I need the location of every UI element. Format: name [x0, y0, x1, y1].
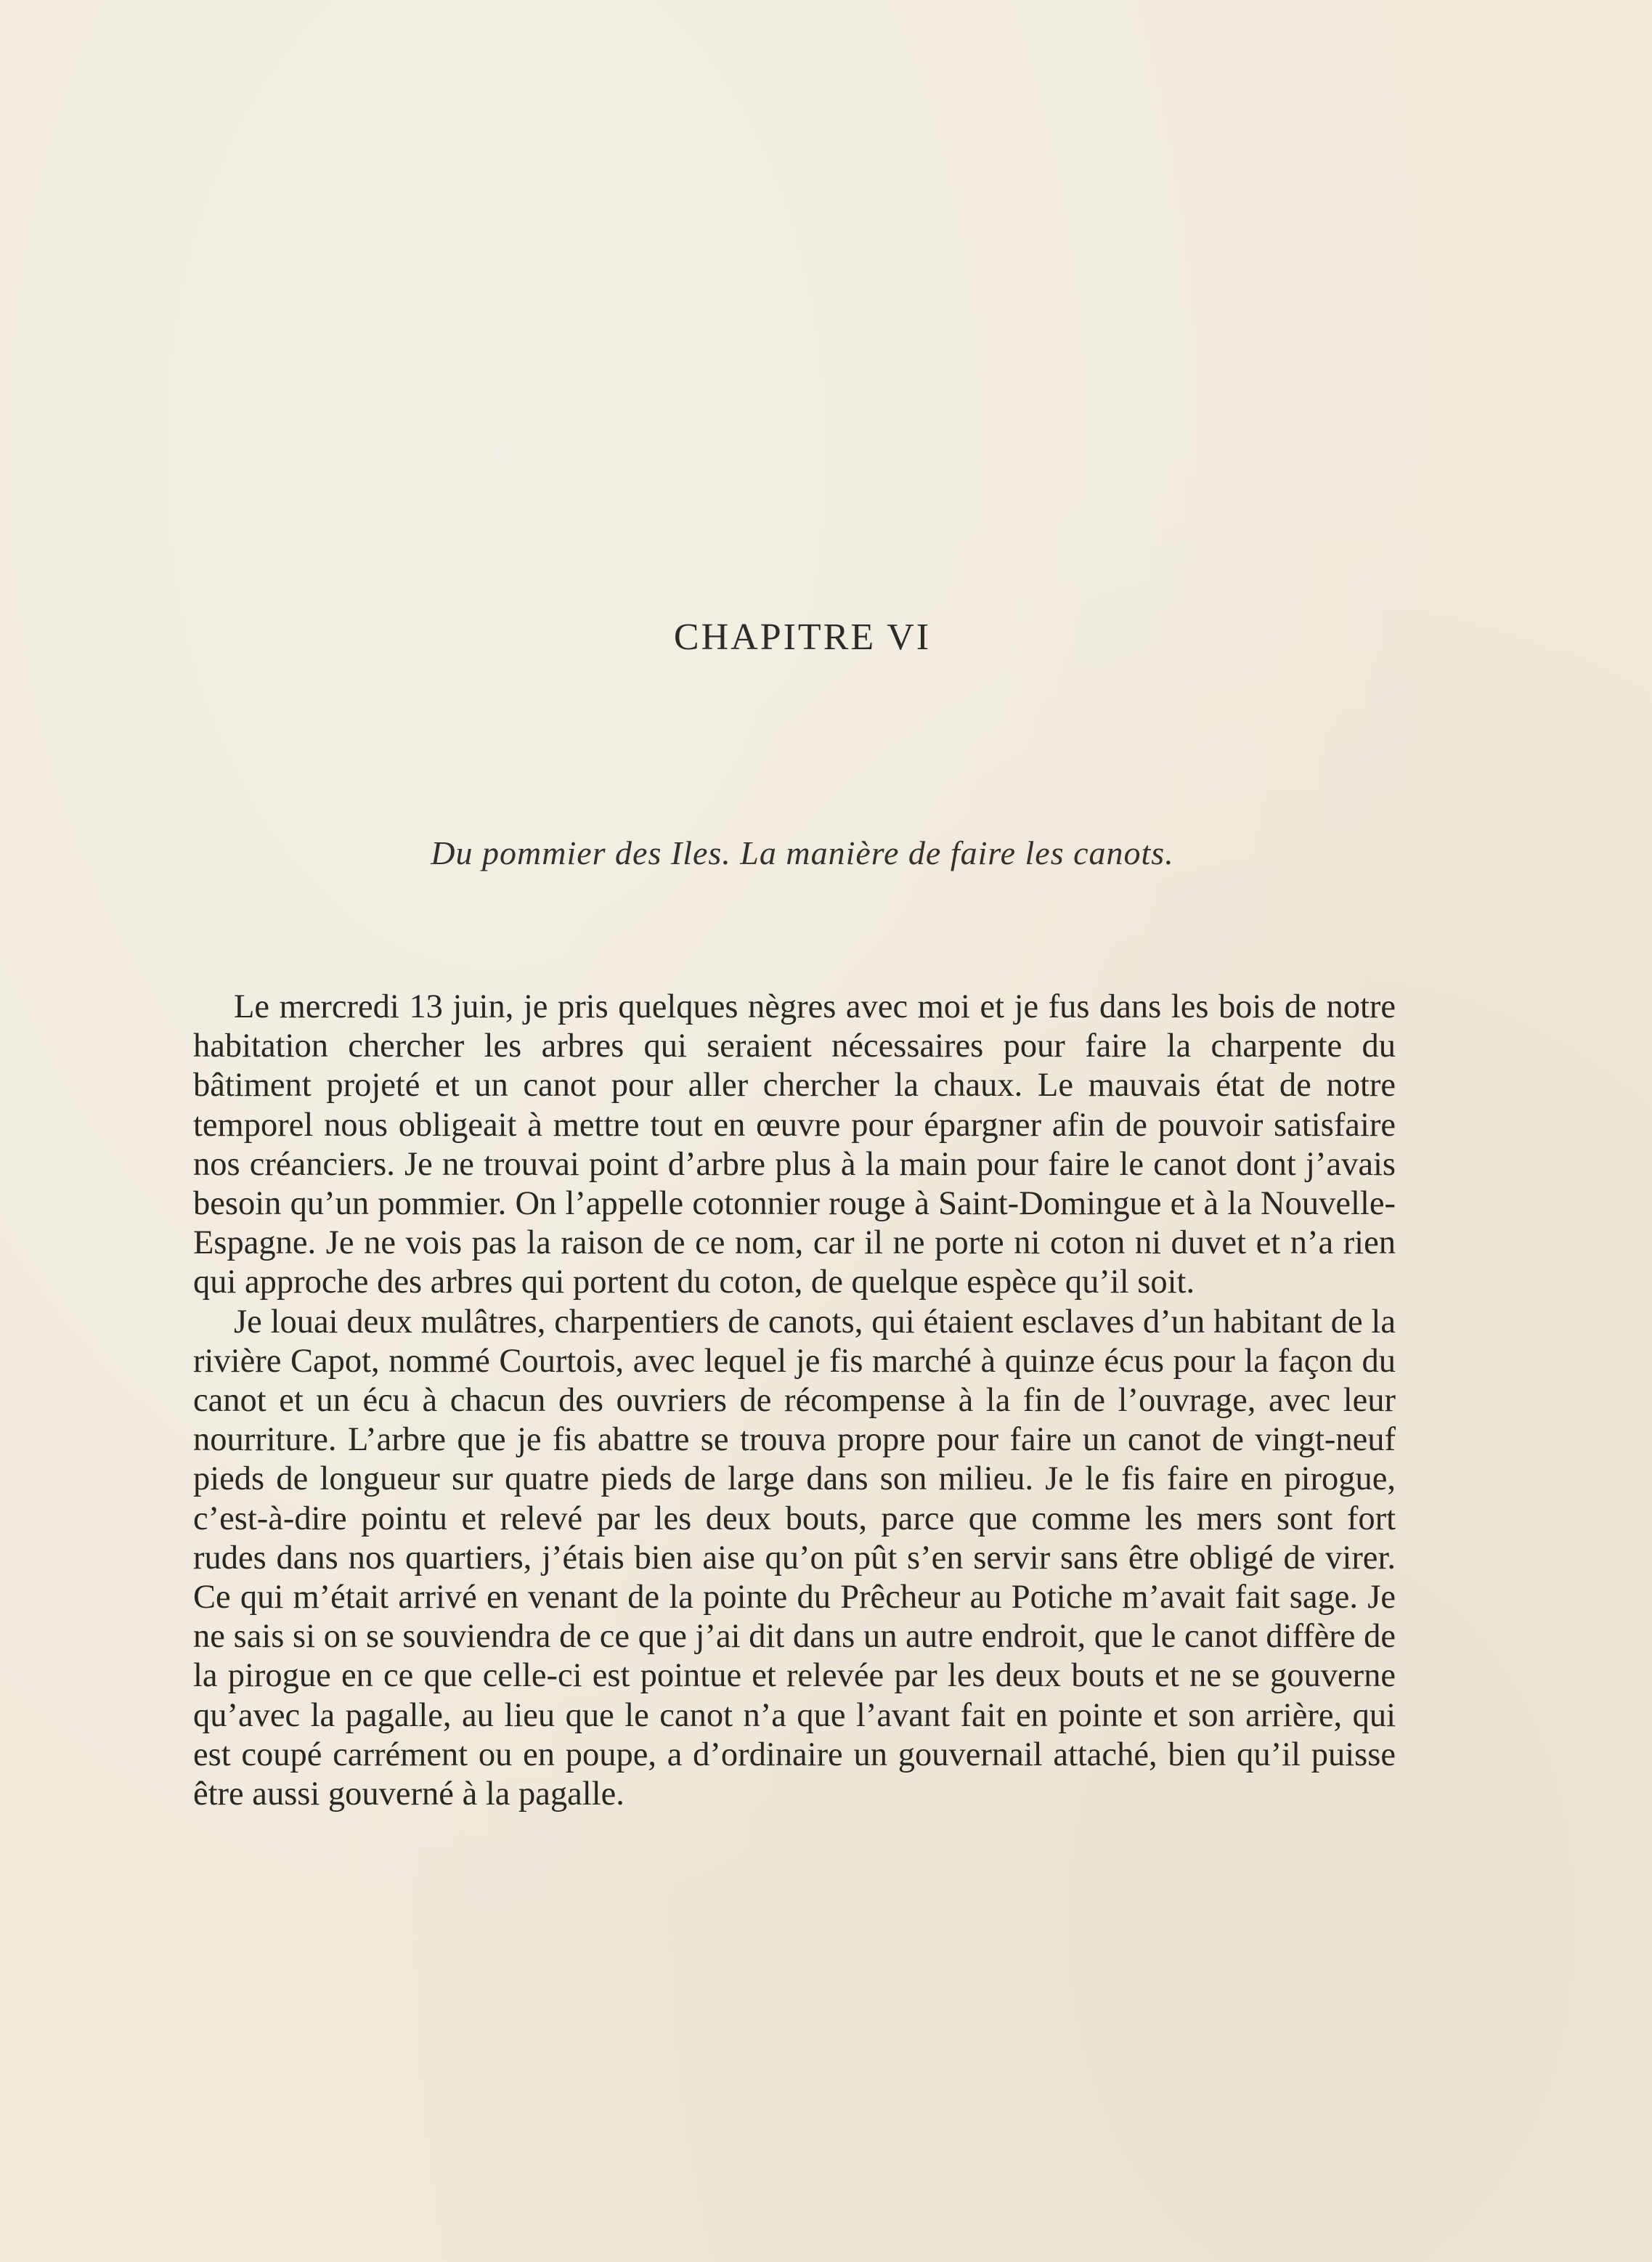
chapter-subtitle: Du pommier des Iles. La manière de faire les canots. — [431, 834, 1174, 871]
paragraph: Je louai deux mulâtres, charpentiers de canots, qui étaient esclaves d’un habitant de la rivière Capot, nommé Courtois, avec lequel je fis marché à quinze écus pour la façon du canot et un écu à chacun des ouvriers de récompense à la fin de l’ouvrage, avec leur nourriture. L’arbre que je fis abattre se trouva propre pour faire un canot de vingt-neuf pieds de longueur sur quatre pieds de large dans son milieu. Je le fis faire en pirogue, c’est-à-dire pointu et relevé par les deux bouts, parce que comme les mers sont fort rudes dans nos quartiers, j’étais bien aise qu’on pût s’en servir sans être obligé de virer. Ce qui m’était arrivé en venant de la pointe du Prêcheur au Potiche m’avait fait sage. Je ne sais si on se souviendra de ce que j’ai dit dans un autre endroit, que le canot diffère de la pirogue en ce que celle-ci est pointue et relevée par les deux bouts et ne se gouverne qu’avec la pagalle, au lieu que le canot n’a que l’avant fait en pointe et son arrière, qui est coupé carrément ou en poupe, a d’ordinaire un gouvernail attaché, bien qu’il puisse être aussi gouverné à la pagalle. — [193, 1303, 1396, 1813]
chapter-title: CHAPITRE VI — [673, 617, 932, 658]
paragraph: Le mercredi 13 juin, je pris quelques nègres avec moi et je fus dans les bois de notre habitation chercher les arbres qui seraient nécessaires pour faire la charpente du bâtiment projeté et un canot pour aller chercher la chaux. Le mauvais état de notre temporel nous obligeait à mettre tout en œuvre pour épargner afin de pouvoir satisfaire nos créanciers. Je ne trouvai point d’arbre plus à la main pour faire le canot dont j’avais besoin qu’un pommier. On l’appelle cotonnier rouge à Saint-Domingue et à la Nouvelle-Espagne. Je ne vois pas la raison de ce nom, car il ne porte ni coton ni duvet et n’a rien qui approche des arbres qui portent du coton, de quelque espèce qu’il soit. — [193, 988, 1396, 1301]
body-text — [193, 988, 1396, 1814]
